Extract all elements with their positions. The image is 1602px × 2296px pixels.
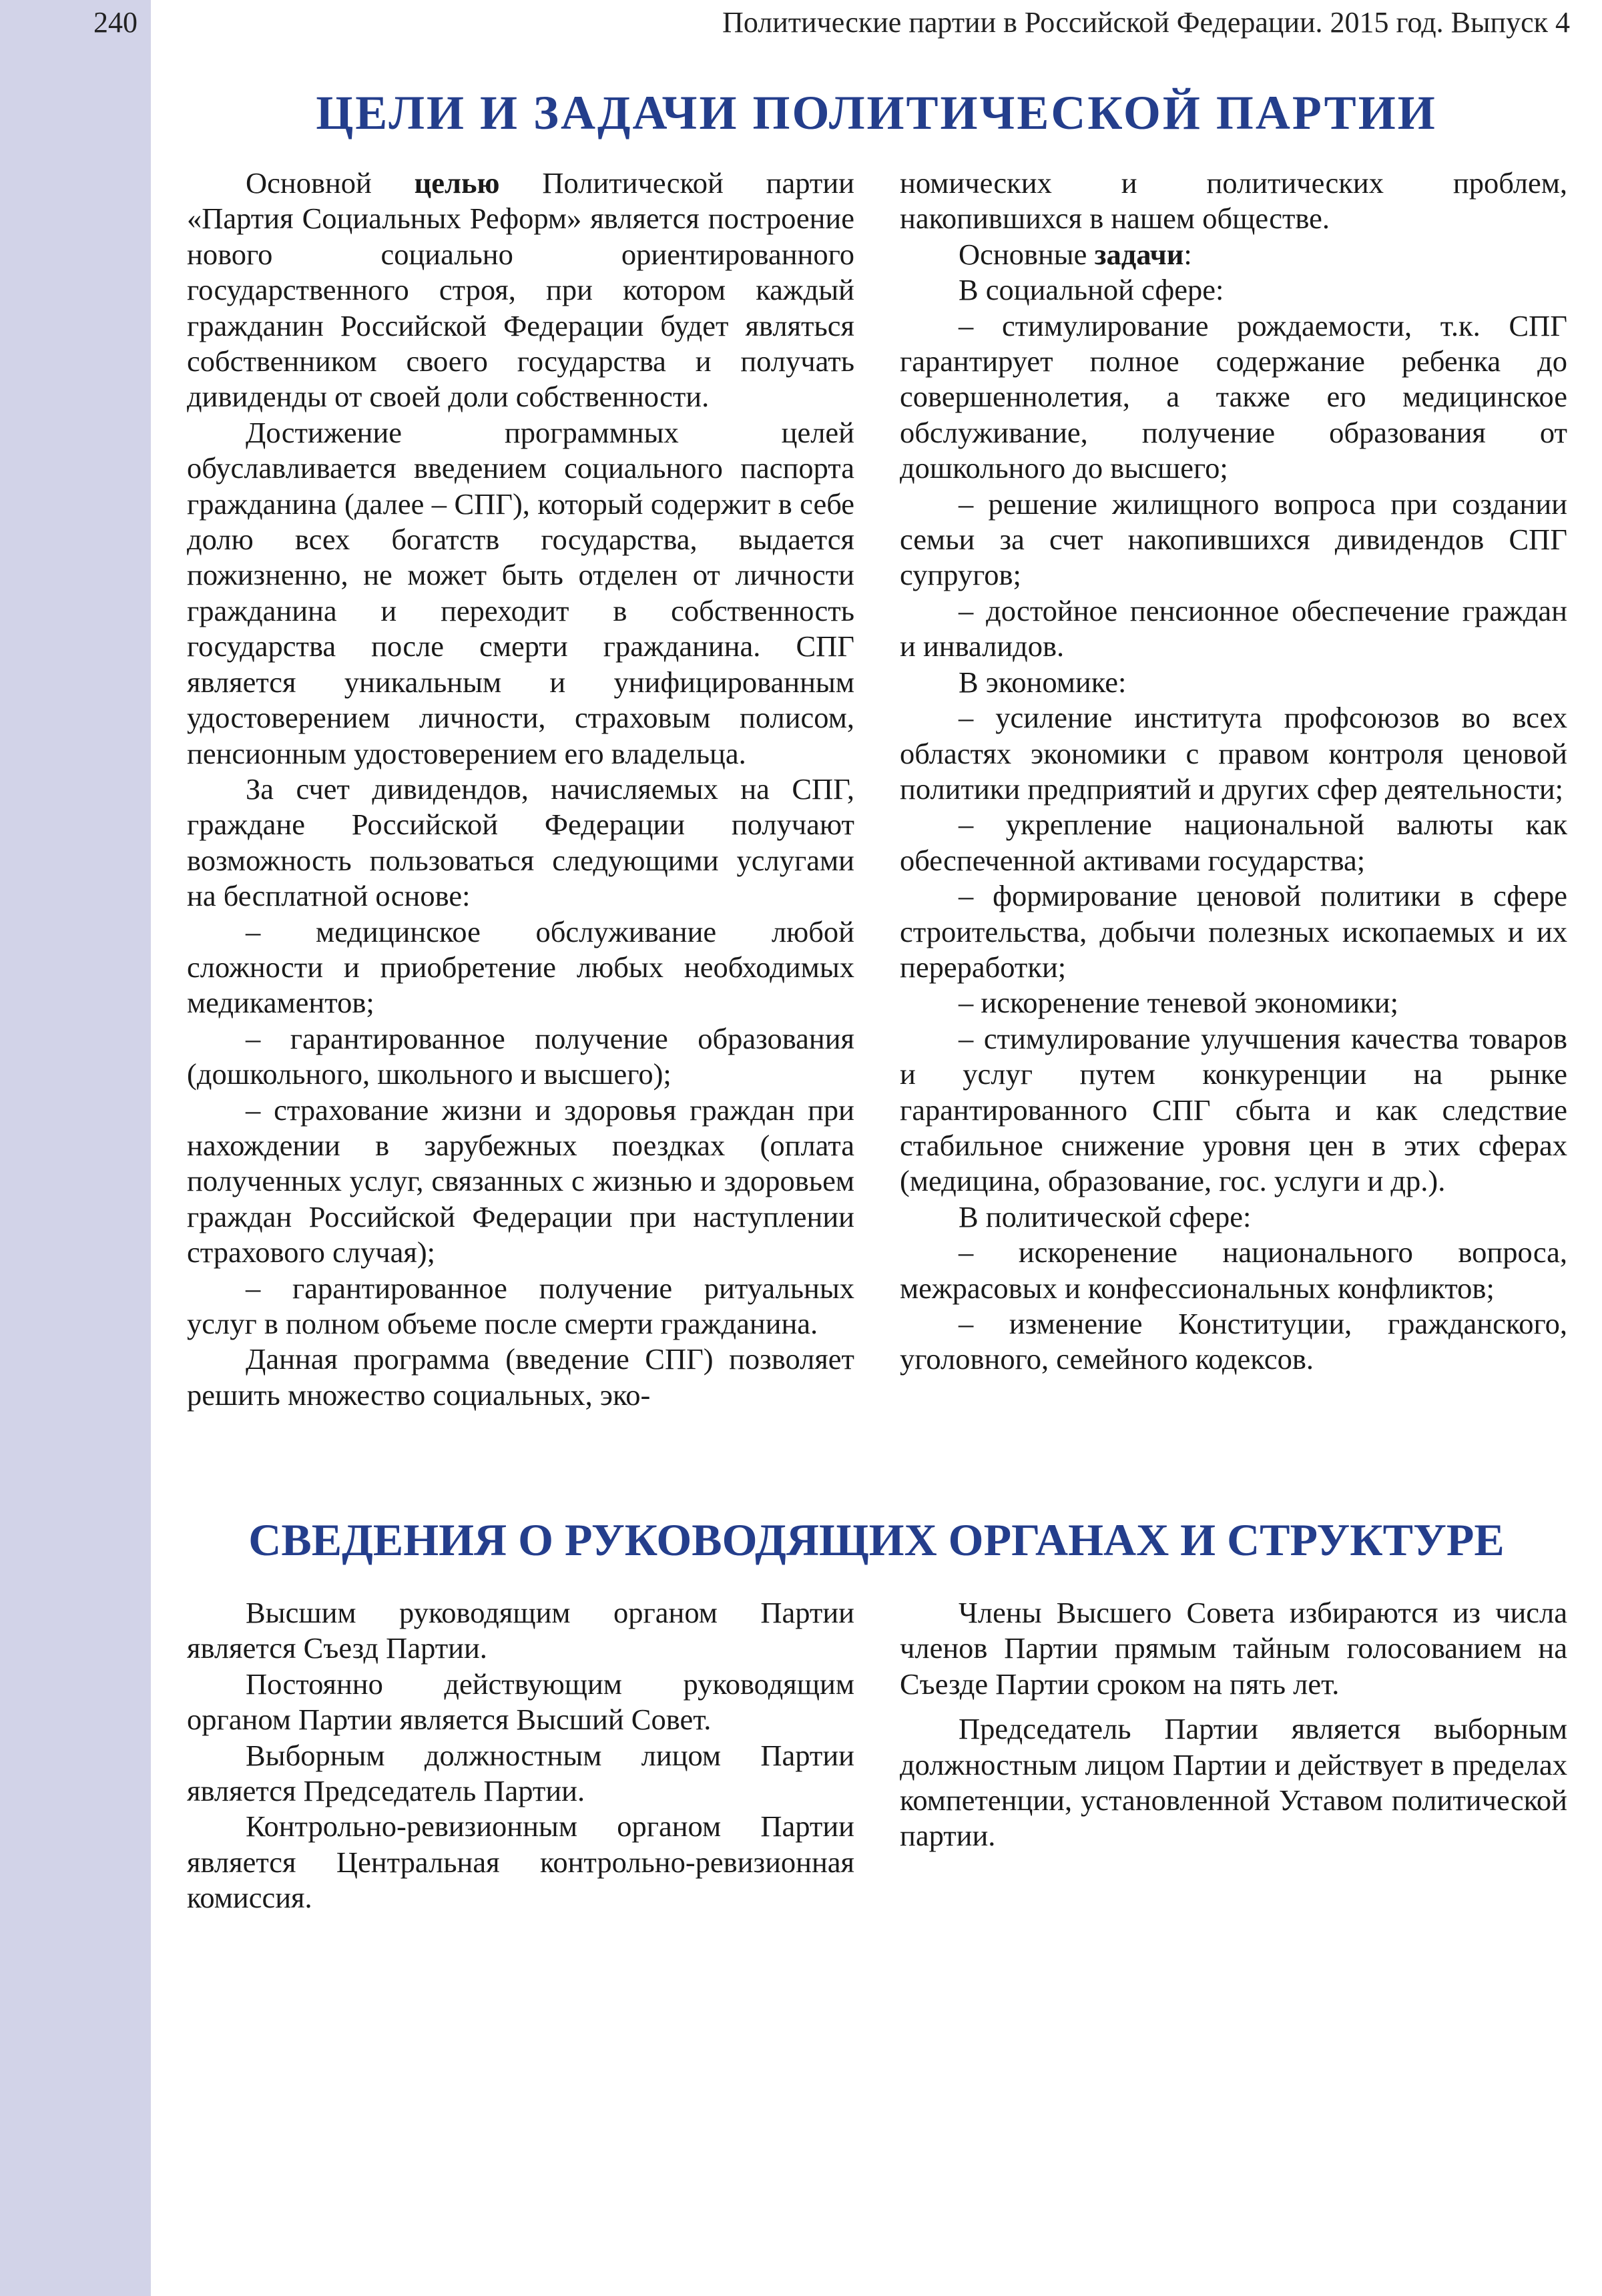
structure-column-left (187, 1595, 854, 1916)
list-item: – достойное пенсионное обеспечение граждан и инвалидов. (900, 593, 1567, 663)
paragraph: За счет дивидендов, начисляемых на СПГ, граждане Российской Федерации получают возможность пользоваться следующими услугами на бесплатной основе: (187, 772, 854, 913)
list-item: – гарантированное получение ритуальных услуг в полном объеме после смерти гражданина. (187, 1271, 854, 1340)
text: : (1183, 237, 1192, 271)
subheading: В экономике: (959, 665, 1127, 699)
list-item: – стимулирование рождаемости, т.к. СПГ гарантирует полное содержание ребенка до совершеннолетия, а также его медицинское обслуживание, получение образования от дошкольного до высшего; (900, 308, 1567, 485)
paragraph-gap (900, 1702, 1567, 1711)
list-item: – укрепление национальной валюты как обеспеченной активами государства; (900, 808, 1567, 877)
running-header: Политические партии в Российской Федерации. 2015 год. Выпуск 4 (722, 6, 1570, 39)
page-margin-band (0, 0, 151, 2296)
paragraph: Председатель Партии является выборным должностным лицом Партии и действует в пределах компетенции, установленной Уставом политической партии. (900, 1712, 1567, 1853)
page-number: 240 (93, 6, 138, 39)
section-title-goals: ЦЕЛИ И ЗАДАЧИ ПОЛИТИЧЕСКОЙ ПАРТИИ (316, 86, 1437, 139)
paragraph: Члены Высшего Совета избираются из числа членов Партии прямым тайным голосованием на Съезде Партии сроком на пять лет. (900, 1596, 1567, 1701)
paragraph (900, 237, 1567, 272)
list-item: – усиление института профсоюзов во всех областях экономики с правом контроля ценовой политики предприятий и других сфер деятельности; (900, 701, 1567, 806)
paragraph: Высшим руководящим органом Партии является Съезд Партии. (187, 1596, 854, 1665)
list-item: – гарантированное получение образования (дошкольного, школьного и высшего); (187, 1021, 854, 1091)
subheading: В социальной сфере: (959, 273, 1224, 307)
paragraph: Достижение программных целей обуславливается введением социального паспорта гражданина (далее – СПГ), который содержит в себе долю всех богатств государства, выдается пожизненно, не может быть отделен от личности гражданина и переходит в собственность государства после смерти гражданина. СПГ является уникальным и унифицированным удостоверением личности, страховым полисом, пенсионным удостоверением его владельца. (187, 415, 854, 770)
paragraph: Контрольно-ревизионным органом Партии является Центральная контрольно-ревизионная комиссия. (187, 1809, 854, 1915)
text: Основные (959, 237, 1095, 271)
paragraph: номических и политических проблем, накопившихся в нашем обществе. (900, 166, 1567, 236)
paragraph (187, 166, 854, 415)
paragraph: Данная программа (введение СПГ) позволяет решить множество социальных, эко- (187, 1342, 854, 1412)
list-item: – изменение Конституции, гражданского, уголовного, семейного кодексов. (900, 1307, 1567, 1376)
list-item: – медицинское обслуживание любой сложности и приобретение любых необходимых медикаментов; (187, 914, 854, 1020)
section-title-structure: СВЕДЕНИЯ О РУКОВОДЯЩИХ ОРГАНАХ И СТРУКТУРЕ (248, 1514, 1505, 1565)
list-item: – страхование жизни и здоровья граждан при нахождении в зарубежных поездках (оплата полученных услуг, связанных с жизнью и здоровьем граждан Российской Федерации при наступлении страхового случая); (187, 1093, 854, 1269)
text: Политической партии «Партия Социальных Реформ» является построение нового социально ориентированного государственного строя, при котором каждый гражданин Российской Федерации будет являться собственником своего государства и получать дивиденды от своей доли собственности. (187, 166, 854, 414)
list-item: – искоренение национального вопроса, межрасовых и конфессиональных конфликтов; (900, 1235, 1567, 1305)
list-item: – решение жилищного вопроса при создании семьи за счет накопившихся дивидендов СПГ супругов; (900, 487, 1567, 592)
paragraph: Постоянно действующим руководящим органом Партии является Высший Совет. (187, 1667, 854, 1737)
list-item: – искоренение теневой экономики; (959, 986, 1398, 1020)
paragraph: Выборным должностным лицом Партии является Председатель Партии. (187, 1738, 854, 1808)
bold-term: задачи (1094, 237, 1184, 271)
text: Основной (246, 166, 415, 200)
goals-column-right (900, 166, 1567, 1378)
goals-column-left (187, 166, 854, 1413)
bold-term: целью (414, 166, 500, 200)
list-item: – формирование ценовой политики в сфере строительства, добычи полезных ископаемых и их переработки; (900, 879, 1567, 984)
list-item: – стимулирование улучшения качества товаров и услуг путем конкуренции на рынке гарантированного СПГ сбыта и как следствие стабильное снижение уровня цен в этих сферах (медицина, образование, гос. услуги и др.). (900, 1021, 1567, 1198)
structure-column-right (900, 1595, 1567, 1854)
subheading: В политической сфере: (959, 1199, 1252, 1233)
